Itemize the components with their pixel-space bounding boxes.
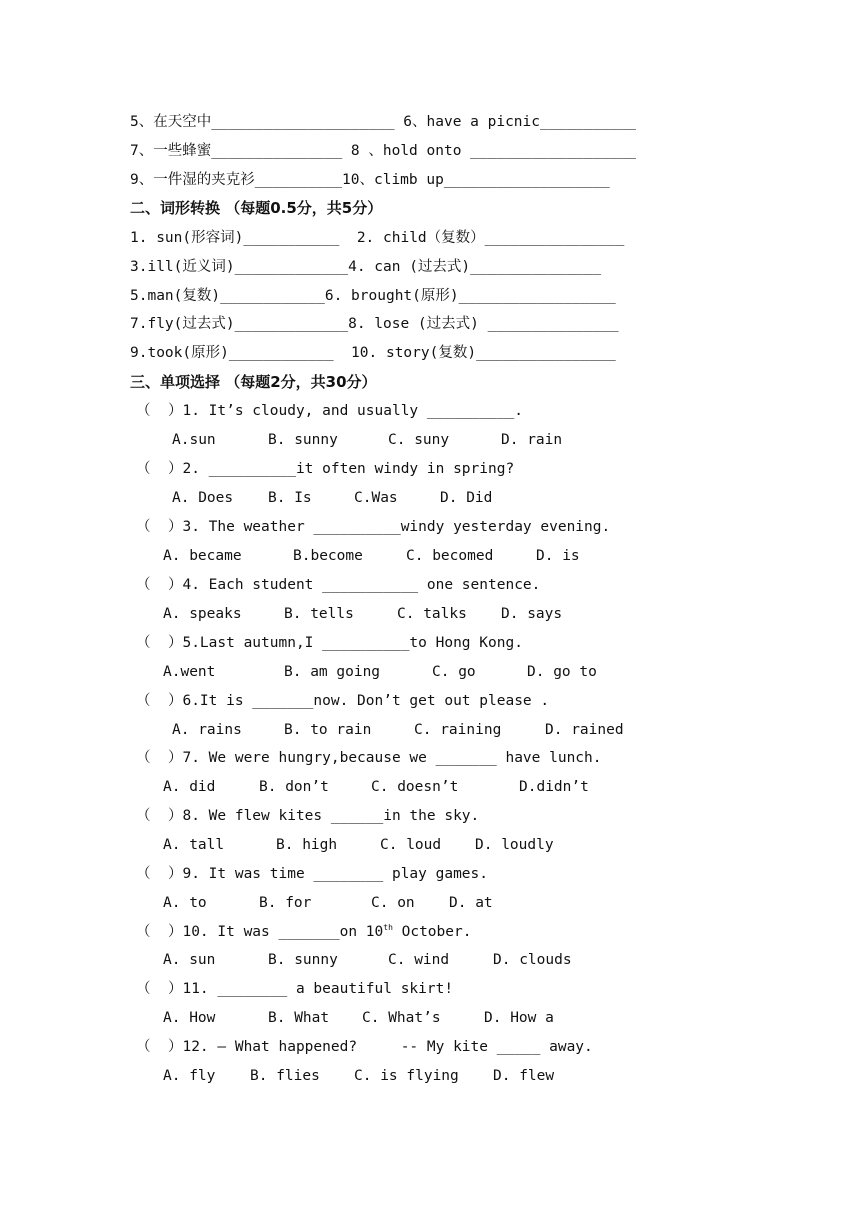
answer-option: D. is	[536, 548, 580, 564]
answer-option: A. did	[163, 779, 216, 795]
answer-option: B. don’t	[259, 779, 329, 795]
answer-option: D. go to	[527, 664, 597, 680]
answer-option: D. rained	[545, 722, 624, 738]
word-form-line: 5.man(复数)____________6. brought(原形)__________________	[130, 288, 616, 304]
answer-option: A. speaks	[163, 606, 242, 622]
answer-option: C.Was	[354, 490, 398, 506]
answer-option: C. doesn’t	[371, 779, 459, 795]
answer-option: C. What’s	[362, 1010, 441, 1026]
answer-option: A.sun	[172, 432, 216, 448]
superscript: th	[383, 923, 393, 933]
question-text: （ ）1. It’s cloudy, and usually __________.	[136, 403, 523, 419]
question-text-post: October.	[392, 924, 472, 940]
answer-option: B. sunny	[268, 952, 338, 968]
word-form-line: 7.fly(过去式)_____________8. lose (过去式) _______________	[130, 316, 619, 332]
answer-option: B. high	[276, 837, 338, 853]
answer-option: A.went	[163, 664, 216, 680]
answer-option: A. became	[163, 548, 242, 564]
answer-option: B. sunny	[268, 432, 338, 448]
answer-option: B. to rain	[284, 722, 372, 738]
answer-option: C. go	[432, 664, 476, 680]
answer-option: D. says	[501, 606, 563, 622]
answer-option: A. fly	[163, 1068, 216, 1084]
answer-option: C. talks	[397, 606, 467, 622]
vocab-line: 5、在天空中_____________________ 6、have a picnic___________	[130, 114, 637, 130]
question-text	[136, 922, 471, 942]
answer-option: D. How a	[484, 1010, 554, 1026]
answer-option: A. tall	[163, 837, 225, 853]
answer-option: C. loud	[380, 837, 442, 853]
answer-option: B. What	[268, 1010, 330, 1026]
question-text: （ ）8. We flew kites ______in the sky.	[136, 808, 480, 824]
question-text: （ ）4. Each student ___________ one sentence.	[136, 577, 541, 593]
answer-option: D. rain	[501, 432, 563, 448]
question-text: （ ）11. ________ a beautiful skirt!	[136, 981, 454, 997]
question-text: （ ）3. The weather __________windy yesterday evening.	[136, 519, 611, 535]
vocab-line: 9、一件湿的夹克衫__________10、climb up___________________	[130, 172, 610, 188]
answer-option: D. clouds	[493, 952, 572, 968]
word-form-line: 1. sun(形容词)___________ 2. child（复数）________________	[130, 230, 625, 246]
answer-option: A. Does	[172, 490, 234, 506]
section-heading: 三、单项选择 （每题2分，共30分）	[130, 373, 377, 391]
answer-option: A. How	[163, 1010, 216, 1026]
answer-option: C. on	[371, 895, 415, 911]
question-text-pre: （ ）10. It was _______on 10	[136, 924, 384, 940]
answer-option: A. to	[163, 895, 207, 911]
answer-option: D. at	[449, 895, 493, 911]
question-text: （ ）2. __________it often windy in spring?	[136, 461, 515, 477]
question-text: （ ）12. — What happened? -- My kite _____ away.	[136, 1039, 593, 1055]
answer-option: C. raining	[414, 722, 502, 738]
answer-option: C. wind	[388, 952, 450, 968]
answer-option: B.become	[293, 548, 363, 564]
question-text: （ ）5.Last autumn,I __________to Hong Kong.	[136, 635, 523, 651]
answer-option: C. suny	[388, 432, 450, 448]
answer-option: A. rains	[172, 722, 242, 738]
answer-option: B. Is	[268, 490, 312, 506]
answer-option: B. tells	[284, 606, 354, 622]
answer-option: C. becomed	[406, 548, 494, 564]
answer-option: B. for	[259, 895, 312, 911]
word-form-line: 9.took(原形)____________ 10. story(复数)________________	[130, 345, 616, 361]
question-text: （ ）9. It was time ________ play games.	[136, 866, 489, 882]
question-text: （ ）7. We were hungry,because we _______ have lunch.	[136, 750, 602, 766]
answer-option: D. Did	[440, 490, 493, 506]
section-heading: 二、词形转换 （每题0.5分，共5分）	[130, 199, 383, 217]
answer-option: D. loudly	[475, 837, 554, 853]
question-text: （ ）6.It is _______now. Don’t get out please .	[136, 693, 550, 709]
vocab-line: 7、一些蜂蜜_______________ 8 、hold onto ___________________	[130, 143, 637, 159]
word-form-line: 3.ill(近义词)_____________4. can (过去式)_______________	[130, 259, 602, 275]
answer-option: A. sun	[163, 952, 216, 968]
answer-option: C. is flying	[354, 1068, 459, 1084]
answer-option: D.didn’t	[519, 779, 589, 795]
answer-option: B. am going	[284, 664, 381, 680]
answer-option: D. flew	[493, 1068, 555, 1084]
answer-option: B. flies	[250, 1068, 320, 1084]
